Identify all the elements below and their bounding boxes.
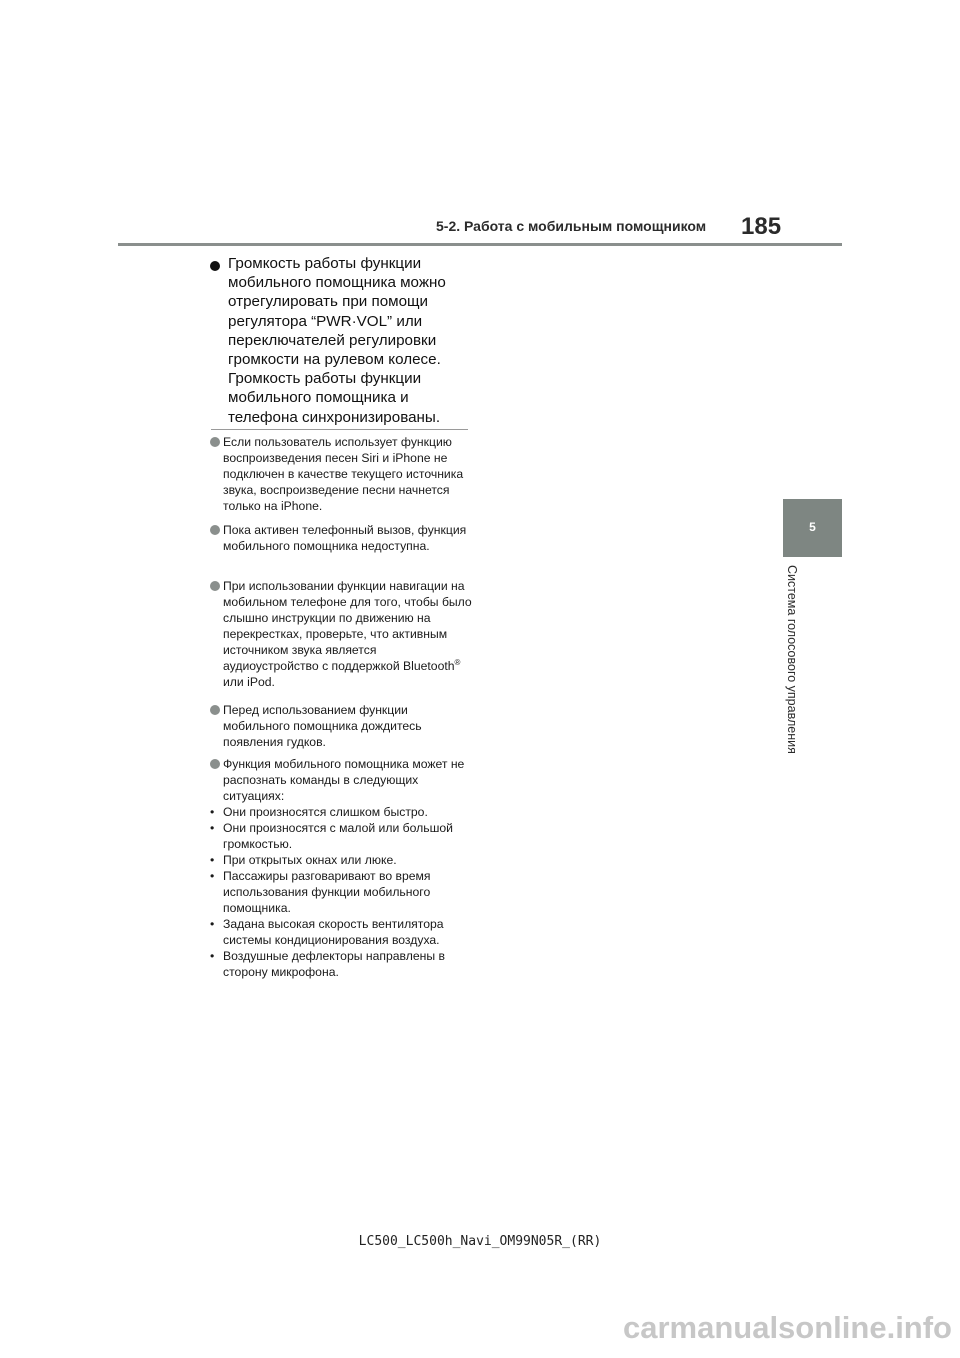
watermark: carmanualsonline.info bbox=[622, 1310, 952, 1345]
section-title: 5-2. Работа с мобильным помощником bbox=[436, 218, 707, 234]
note-text-main: При использовании функции навигации на мобильном телефоне для того, чтобы было слышно инструкции по движению на перекрестках, проверьте, что активным источником звука является аудиоустройство с поддержкой bbox=[223, 579, 472, 673]
registered-mark: ® bbox=[454, 657, 461, 667]
footer-code: LC500_LC500h_Navi_OM99N05R_(RR) bbox=[358, 1234, 602, 1249]
note-text: Пока активен телефонный вызов, функция мобильного помощника недоступна. bbox=[223, 523, 467, 553]
bullet-dot-icon bbox=[210, 261, 220, 271]
note-dot-icon bbox=[210, 705, 220, 715]
main-bullet-text: Громкость работы функции мобильного помощника можно отрегулировать при помощи регулятора “PWR·VOL” или переключателей регулировки громкости на рулевом колесе. Громкость работы функции мобильного помощника и телефона синхронизированы. bbox=[228, 255, 446, 426]
note-item bbox=[210, 702, 472, 750]
note-item bbox=[210, 434, 472, 514]
notes-divider bbox=[211, 429, 468, 430]
list-item: • Воздушные дефлекторы направлены в сторону микрофона. bbox=[210, 949, 445, 979]
main-bullet-item bbox=[210, 254, 480, 427]
list-item: • Задана высокая скорость вентилятора системы кондиционирования воздуха. bbox=[210, 917, 444, 947]
note-dot-icon bbox=[210, 437, 220, 447]
note-dot-icon bbox=[210, 759, 220, 769]
chapter-label: Система голосового управления bbox=[785, 565, 799, 754]
page-number: 185 bbox=[741, 213, 782, 240]
chapter-number: 5 bbox=[809, 520, 816, 534]
header-divider bbox=[118, 243, 842, 246]
note-text: Перед использованием функции мобильного помощника дождитесь появления гудков. bbox=[223, 703, 422, 749]
bluetooth-label: Bluetooth bbox=[403, 659, 455, 673]
list-item: • Они произносятся с малой или большой громкостью. bbox=[210, 821, 453, 851]
chapter-label-wrap bbox=[785, 565, 805, 785]
list-item: • Пассажиры разговаривают во время использования функции мобильного помощника. bbox=[210, 869, 431, 915]
note-text: Функция мобильного помощника может не распознать команды в следующих ситуациях: bbox=[223, 757, 465, 803]
list-item: • Они произносятся слишком быстро. bbox=[210, 805, 428, 819]
note-item bbox=[210, 578, 472, 690]
note-text-end: или iPod. bbox=[223, 675, 275, 689]
note-dot-icon bbox=[210, 525, 220, 535]
note-dot-icon bbox=[210, 581, 220, 591]
note-text: Если пользователь использует функцию воспроизведения песен Siri и iPhone не подключен в качестве текущего источника звука, воспроизведение песни начнется только на iPhone. bbox=[223, 435, 464, 513]
note-item bbox=[210, 756, 472, 804]
note-text bbox=[223, 578, 472, 690]
note-item bbox=[210, 522, 472, 554]
situation-list bbox=[210, 804, 472, 980]
list-item: • При открытых окнах или люке. bbox=[210, 853, 397, 867]
